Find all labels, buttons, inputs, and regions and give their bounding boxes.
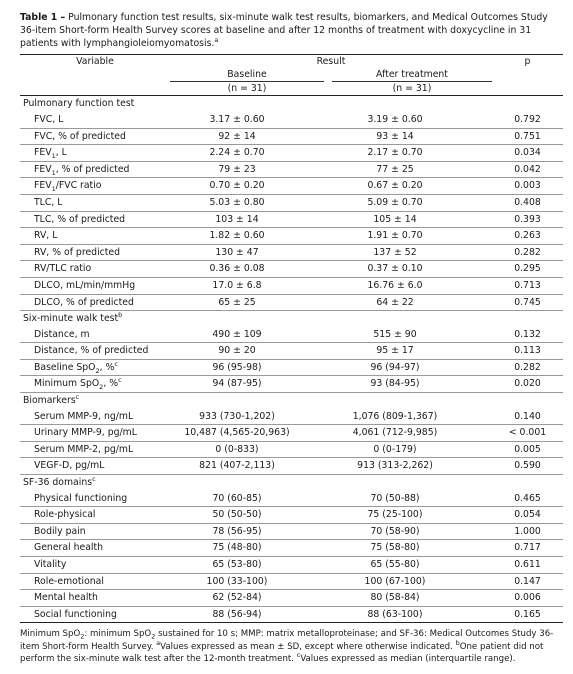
baseline-value: 10,487 (4,565-20,963) (170, 425, 324, 442)
p-value: 0.263 (492, 228, 563, 245)
row-label: General health (20, 540, 170, 557)
label-part: FEV (34, 147, 52, 159)
baseline-value: 5.03 ± 0.80 (170, 194, 324, 211)
footnote-subscript: 2 (80, 633, 85, 642)
p-value: 0.054 (492, 507, 563, 524)
table-row (20, 228, 563, 245)
footnote-mark: c (118, 376, 122, 385)
p-value: 0.282 (492, 244, 563, 261)
baseline-value: 96 (95-98) (170, 359, 324, 376)
baseline-value: 3.17 ± 0.60 (170, 112, 324, 128)
p-value: 0.745 (492, 294, 563, 311)
p-value: 0.042 (492, 161, 563, 178)
label-subscript: 1 (51, 152, 56, 161)
p-value: 0.165 (492, 606, 563, 623)
footnote-mark: c (92, 474, 96, 483)
row-label (20, 359, 170, 376)
after-value: 70 (58-90) (332, 523, 492, 540)
label-part: , L (55, 147, 67, 159)
after-value: 913 (313-2,262) (332, 458, 492, 475)
col-header-variable: Variable (20, 55, 170, 69)
row-label: RV, L (20, 228, 170, 245)
row-label: Distance, % of predicted (20, 343, 170, 360)
baseline-value: 100 (33-100) (170, 573, 324, 590)
baseline-value: 0 (0-833) (170, 441, 324, 458)
table-row (20, 211, 563, 228)
after-value: 70 (50-88) (332, 491, 492, 507)
row-label: FVC, % of predicted (20, 128, 170, 145)
baseline-value: 490 ± 109 (170, 327, 324, 343)
baseline-value: 50 (50-50) (170, 507, 324, 524)
baseline-value: 17.0 ± 6.8 (170, 277, 324, 294)
section-title (20, 475, 563, 491)
after-value: 515 ± 90 (332, 327, 492, 343)
after-value: 3.19 ± 0.60 (332, 112, 492, 128)
after-value: 4,061 (712-9,985) (332, 425, 492, 442)
table-row (20, 161, 563, 178)
p-value: 0.132 (492, 327, 563, 343)
footnote-subscript: 2 (151, 633, 156, 642)
table-row (20, 128, 563, 145)
row-label: RV/TLC ratio (20, 261, 170, 278)
after-value: 100 (67-100) (332, 573, 492, 590)
table-row (20, 376, 563, 393)
baseline-value: 92 ± 14 (170, 128, 324, 145)
baseline-value: 0.70 ± 0.20 (170, 178, 324, 195)
p-value: 0.751 (492, 128, 563, 145)
label-part: , % (103, 378, 119, 390)
p-value: 0.282 (492, 359, 563, 376)
after-value: 16.76 ± 6.0 (332, 277, 492, 294)
after-value: 93 ± 14 (332, 128, 492, 145)
baseline-value: 78 (56-95) (170, 523, 324, 540)
table-row (20, 590, 563, 607)
after-value: 88 (63-100) (332, 606, 492, 623)
p-value: 0.140 (492, 409, 563, 425)
caption-footnote-mark: a (214, 35, 219, 44)
p-value: 0.113 (492, 343, 563, 360)
after-value: 1.91 ± 0.70 (332, 228, 492, 245)
row-label: Bodily pain (20, 523, 170, 540)
p-value: 0.590 (492, 458, 563, 475)
table-row (20, 458, 563, 475)
row-label (20, 161, 170, 178)
label-part: , % of predicted (55, 163, 130, 175)
row-label (20, 145, 170, 162)
after-value: 0.37 ± 0.10 (332, 261, 492, 278)
baseline-value: 88 (56-94) (170, 606, 324, 623)
baseline-value: 1.82 ± 0.60 (170, 228, 324, 245)
label-part: FEV (34, 180, 52, 192)
row-label: Distance, m (20, 327, 170, 343)
p-value: 1.000 (492, 523, 563, 540)
p-value: 0.295 (492, 261, 563, 278)
row-label: FVC, L (20, 112, 170, 128)
p-value: 0.393 (492, 211, 563, 228)
footnote-text: Values expressed as median (interquartile range). (300, 653, 516, 664)
col-header-baseline: Baseline (170, 68, 324, 82)
footnote-mark: c (114, 359, 118, 368)
col-header-after: After treatment (332, 68, 492, 82)
baseline-value: 65 (53-80) (170, 557, 324, 574)
after-value: 64 ± 22 (332, 294, 492, 311)
p-value: 0.005 (492, 441, 563, 458)
baseline-value: 62 (52-84) (170, 590, 324, 607)
table-row (20, 178, 563, 195)
table-row (20, 194, 563, 211)
after-value: 96 (94-97) (332, 359, 492, 376)
p-value: 0.611 (492, 557, 563, 574)
n-baseline: (n = 31) (170, 82, 324, 96)
results-table (20, 54, 563, 623)
row-label: Physical functioning (20, 491, 170, 507)
table-row (20, 573, 563, 590)
row-label: Serum MMP-2, pg/mL (20, 441, 170, 458)
row-label: Mental health (20, 590, 170, 607)
row-label: RV, % of predicted (20, 244, 170, 261)
col-header-p: p (492, 55, 563, 69)
p-value: 0.147 (492, 573, 563, 590)
p-value: < 0.001 (492, 425, 563, 442)
row-label: VEGF-D, pg/mL (20, 458, 170, 475)
table-row (20, 277, 563, 294)
after-value: 2.17 ± 0.70 (332, 145, 492, 162)
after-value: 80 (58-84) (332, 590, 492, 607)
after-value: 1,076 (809-1,367) (332, 409, 492, 425)
section-row-walk (20, 311, 563, 327)
table-row (20, 540, 563, 557)
row-label: Role-physical (20, 507, 170, 524)
label-part: FEV (34, 163, 52, 175)
row-label: Role-emotional (20, 573, 170, 590)
table-row (20, 359, 563, 376)
label-part: Baseline SpO (34, 361, 96, 373)
after-value: 0 (0-179) (332, 441, 492, 458)
table-row (20, 491, 563, 507)
row-label: TLC, % of predicted (20, 211, 170, 228)
after-value: 75 (25-100) (332, 507, 492, 524)
section-title-text: Six-minute walk test (23, 313, 119, 325)
table-row (20, 606, 563, 623)
header-row-3 (20, 82, 563, 96)
section-row-pft (20, 96, 563, 112)
footnote-text: Values expressed as mean ± SD, except where otherwise indicated. (160, 641, 453, 652)
label-subscript: 2 (95, 366, 100, 375)
row-label: Vitality (20, 557, 170, 574)
label-subscript: 2 (99, 383, 104, 392)
p-value: 0.006 (492, 590, 563, 607)
row-label: DLCO, mL/min/mmHg (20, 277, 170, 294)
section-title-text: SF-36 domains (23, 477, 93, 489)
header-row-2 (20, 68, 563, 82)
baseline-value: 933 (730-1,202) (170, 409, 324, 425)
footnote-mark: c (75, 392, 80, 401)
p-value: 0.717 (492, 540, 563, 557)
table-row (20, 557, 563, 574)
table-row (20, 145, 563, 162)
row-label (20, 178, 170, 195)
footnote-text: Minimum SpO (20, 629, 81, 640)
after-value: 65 (55-80) (332, 557, 492, 574)
after-value: 93 (84-95) (332, 376, 492, 393)
row-label: TLC, L (20, 194, 170, 211)
baseline-value: 103 ± 14 (170, 211, 324, 228)
table-number: Table 1 – (20, 12, 66, 23)
baseline-value: 130 ± 47 (170, 244, 324, 261)
baseline-value: 79 ± 23 (170, 161, 324, 178)
label-subscript: 1 (51, 168, 56, 177)
p-value: 0.713 (492, 277, 563, 294)
header-row-1 (20, 55, 563, 69)
section-title (20, 393, 563, 409)
baseline-value: 0.36 ± 0.08 (170, 261, 324, 278)
n-after: (n = 31) (332, 82, 492, 96)
table-row (20, 112, 563, 128)
after-value: 5.09 ± 0.70 (332, 194, 492, 211)
section-title-text: Biomarkers (23, 395, 76, 407)
p-value: 0.792 (492, 112, 563, 128)
footnote-mark: b (455, 638, 460, 647)
section-row-sf36 (20, 475, 563, 491)
after-value: 95 ± 17 (332, 343, 492, 360)
footnote-mark: a (156, 638, 161, 647)
table-row (20, 244, 563, 261)
section-title: Pulmonary function test (23, 98, 135, 110)
table-row (20, 343, 563, 360)
footnote-mark: b (118, 311, 123, 320)
baseline-value: 70 (60-85) (170, 491, 324, 507)
after-value: 75 (58-80) (332, 540, 492, 557)
row-label (20, 376, 170, 393)
table-row (20, 507, 563, 524)
footnote-text: One patient did not perform the six-minute walk test after the 12-month treatment. (20, 641, 544, 664)
footnote-text: sustained for 10 s; MMP: matrix metalloproteinase; and SF-36: Medical Outcomes Study 36-item Short-form Health Survey. (20, 629, 554, 652)
p-value: 0.465 (492, 491, 563, 507)
baseline-value: 821 (407-2,113) (170, 458, 324, 475)
label-subscript: 1 (51, 185, 56, 194)
table-row (20, 327, 563, 343)
baseline-value: 2.24 ± 0.70 (170, 145, 324, 162)
table-footnote (20, 628, 565, 665)
section-row-biomarkers (20, 393, 563, 409)
row-label: DLCO, % of predicted (20, 294, 170, 311)
after-value: 105 ± 14 (332, 211, 492, 228)
p-value: 0.020 (492, 376, 563, 393)
table-row (20, 294, 563, 311)
p-value: 0.034 (492, 145, 563, 162)
col-header-result: Result (170, 55, 492, 69)
footnote-mark: c (296, 651, 301, 660)
label-part: , % (99, 361, 115, 373)
row-label: Urinary MMP-9, pg/mL (20, 425, 170, 442)
label-part: Minimum SpO (34, 378, 100, 390)
row-label: Social functioning (20, 606, 170, 623)
p-value: 0.003 (492, 178, 563, 195)
baseline-value: 90 ± 20 (170, 343, 324, 360)
table-row (20, 261, 563, 278)
baseline-value: 94 (87-95) (170, 376, 324, 393)
section-title (20, 311, 563, 327)
after-value: 77 ± 25 (332, 161, 492, 178)
label-part: /FVC ratio (55, 180, 102, 192)
footnote-text: : minimum SpO (84, 629, 152, 640)
baseline-value: 75 (48-80) (170, 540, 324, 557)
baseline-value: 65 ± 25 (170, 294, 324, 311)
row-label: Serum MMP-9, ng/mL (20, 409, 170, 425)
table-row (20, 425, 563, 442)
table-row (20, 441, 563, 458)
table-row (20, 409, 563, 425)
p-value: 0.408 (492, 194, 563, 211)
after-value: 0.67 ± 0.20 (332, 178, 492, 195)
table-row (20, 523, 563, 540)
after-value: 137 ± 52 (332, 244, 492, 261)
table-caption (20, 12, 563, 50)
caption-text: Pulmonary function test results, six-minute walk test results, biomarkers, and Medical Outcomes Study 36-item Short-form Health Survey scores at baseline and after 12 months of treatment with doxycycline in 31 patients with lymphangioleiomyomatosis. (20, 12, 548, 49)
